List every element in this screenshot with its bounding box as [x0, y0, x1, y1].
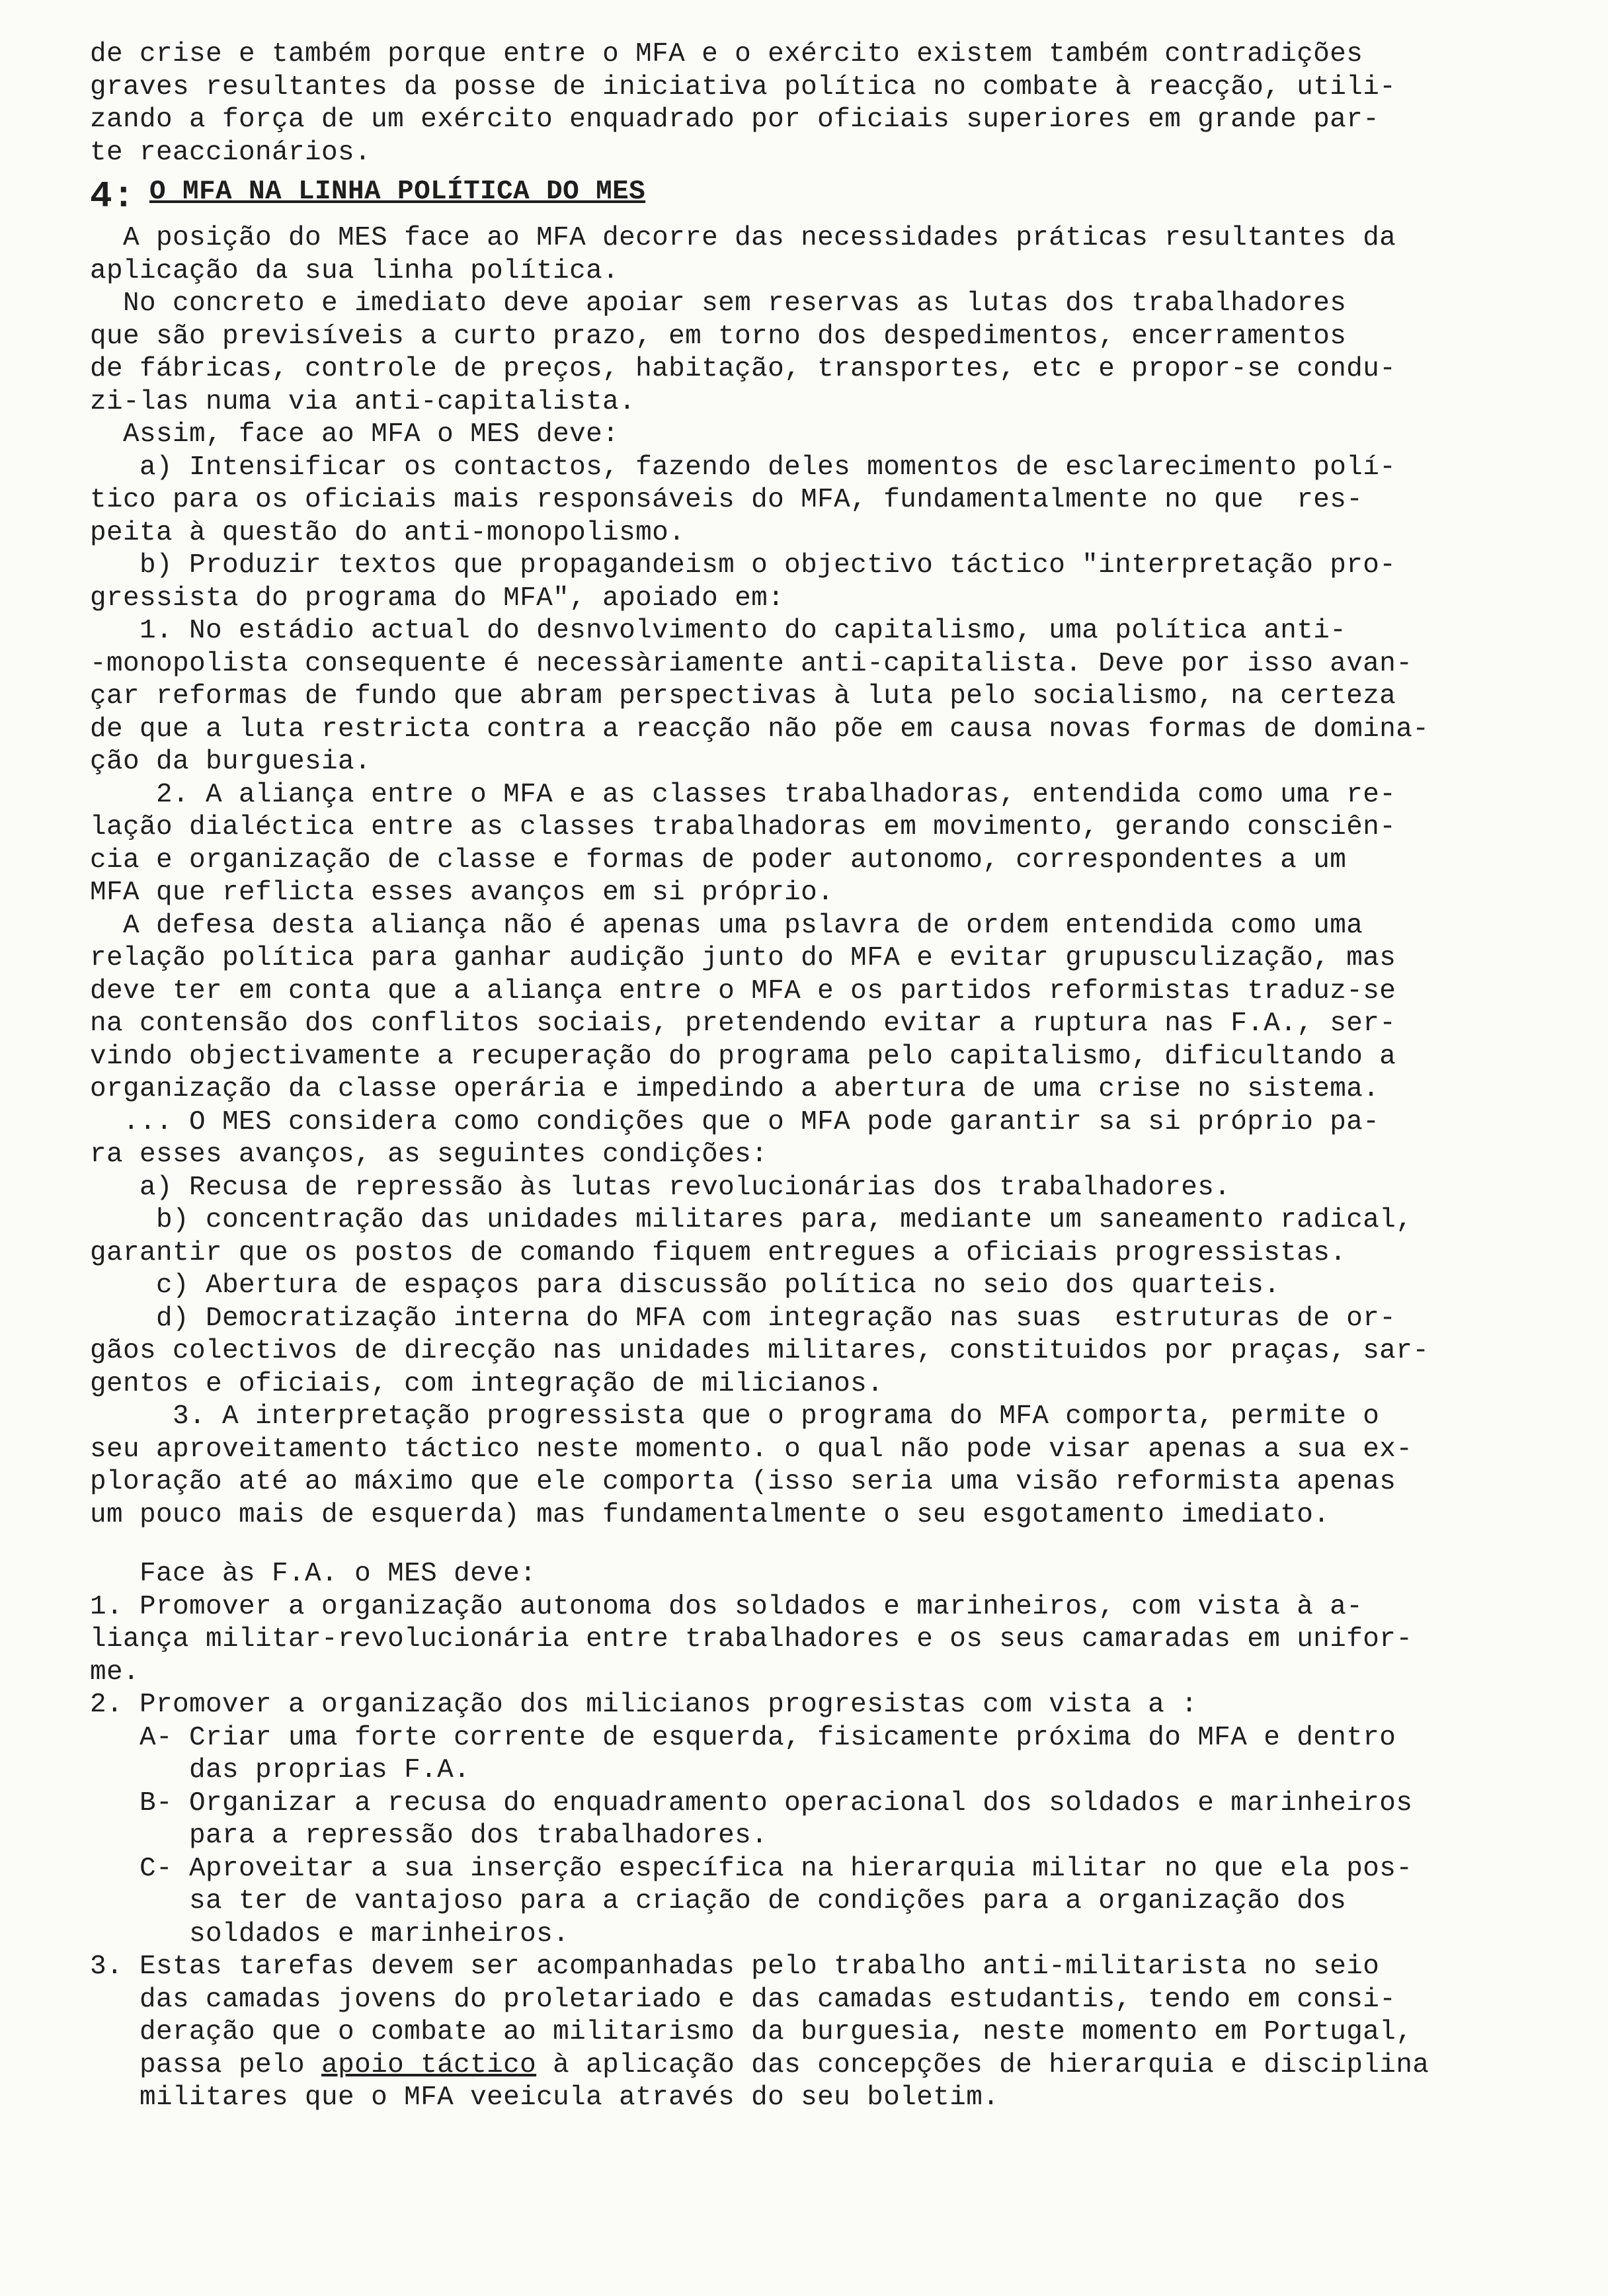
- text-line: Assim, face ao MFA o MES deve:: [90, 419, 620, 450]
- text-line: de crise e também porque entre o MFA e o exército existem também contradições: [90, 39, 1363, 69]
- text-line: 1. No estádio actual do desnvolvimento do capitalismo, uma política anti-: [90, 616, 1347, 646]
- text-line: aplicação da sua linha política.: [90, 255, 620, 286]
- text-line: das camadas jovens do proletariado e das camadas estudantis, tendo em consi-: [90, 1984, 1396, 2015]
- text-line: C- Aproveitar a sua inserção específica na hierarquia militar no que ela pos-: [90, 1853, 1413, 1884]
- text-line: para a repressão dos trabalhadores.: [90, 1821, 768, 1851]
- section-number: 4:: [90, 175, 136, 218]
- text-line: b) Produzir textos que propagandeism o objectivo táctico "interpretação pro-: [90, 550, 1396, 581]
- text-line: 3. Estas tarefas devem ser acompanhadas pelo trabalho anti-militarista no seio: [90, 1951, 1380, 1982]
- text-line: gentos e oficiais, com integração de milicianos.: [90, 1368, 884, 1399]
- text-line: b) concentração das unidades militares para, mediante um saneamento radical,: [90, 1205, 1413, 1235]
- text-line: seu aproveitamento táctico neste momento. o qual não pode visar apenas a sua ex-: [90, 1434, 1413, 1465]
- text-line: liança militar-revolucionária entre trabalhadores e os seus camaradas em unifor-: [90, 1624, 1413, 1655]
- text-line: [90, 2049, 1564, 2082]
- text-line: deração que o combate ao militarismo da burguesia, neste momento em Portugal,: [90, 2017, 1413, 2047]
- text-line: organização da classe operária e impedindo a abertura de uma crise no sistema.: [90, 1074, 1380, 1104]
- text-line: te reaccionários.: [90, 137, 372, 168]
- text-line: sa ter de vantajoso para a criação de condições para a organização dos: [90, 1886, 1347, 1916]
- text-line: 1. Promover a organização autonoma dos soldados e marinheiros, com vista à a-: [90, 1591, 1363, 1622]
- text-line: cia e organização de classe e formas de poder autonomo, correspondentes a um: [90, 844, 1347, 876]
- section-title: O MFA NA LINHA POLÍTICA DO MES: [149, 177, 646, 207]
- text-line: No concreto e imediato deve apoiar sem reservas as lutas dos trabalhadores: [90, 288, 1347, 319]
- text-line: um pouco mais de esquerda) mas fundamentalmente o seu esgotamento imediato.: [90, 1499, 1330, 1530]
- text-line: ploração até ao máximo que ele comporta (isso seria uma visão reformista apenas: [90, 1467, 1396, 1497]
- text-line-prefix: passa pelo: [90, 2049, 322, 2080]
- text-line: zi-las numa via anti-capitalista.: [90, 386, 636, 417]
- text-line: a) Recusa de repressão às lutas revolucionárias dos trabalhadores.: [90, 1172, 1231, 1203]
- document-body: [90, 38, 1564, 2115]
- intro-paragraph: [90, 38, 1564, 169]
- text-line: zando a força de um exército enquadrado por oficiais superiores em grande par-: [90, 104, 1380, 135]
- text-line: me.: [90, 1657, 140, 1688]
- fa-task-list: [90, 1591, 1564, 2049]
- text-line: deve ter em conta que a aliança entre o MFA e os partidos reformistas traduz-se: [90, 975, 1396, 1006]
- text-line: gãos colectivos de direcção nas unidades militares, constituidos por praças, sar-: [90, 1336, 1429, 1366]
- text-line: c) Abertura de espaços para discussão política no seio dos quarteis.: [90, 1270, 1281, 1301]
- text-line: A posição do MES face ao MFA decorre das necessidades práticas resultantes da: [90, 223, 1396, 253]
- text-line: que são previsíveis a curto prazo, em torno dos despedimentos, encerramentos: [90, 321, 1347, 352]
- text-line: MFA que reflicta esses avanços em si próprio.: [90, 878, 834, 908]
- text-line: ... O MES considera como condições que o MFA pode garantir sa si próprio pa-: [90, 1106, 1380, 1137]
- text-line: B- Organizar a recusa do enquadramento operacional dos soldados e marinheiros: [90, 1787, 1413, 1819]
- underlined-term: apoio táctico: [321, 2049, 537, 2080]
- text-line: 2. Promover a organização dos milicianos progresistas com vista a :: [90, 1690, 1198, 1720]
- text-line: de fábricas, controle de preços, habitação, transportes, etc e propor-se condu-: [90, 354, 1396, 384]
- text-line: -monopolista consequente é necessàriamente anti-capitalista. Deve por isso avan-: [90, 648, 1413, 679]
- text-line: militares que o MFA veeicula através do seu boletim.: [90, 2082, 1000, 2113]
- text-line-suffix: à aplicação das concepções de hierarquia e disciplina: [536, 2049, 1429, 2080]
- fa-heading: Face às F.A. o MES deve:: [90, 1559, 537, 1589]
- text-line: vindo objectivamente a recuperação do programa pelo capitalismo, dificultando a: [90, 1041, 1396, 1072]
- text-line: graves resultantes da posse de iniciativa política no combate à reacção, utili-: [90, 71, 1396, 102]
- text-line: 3. A interpretação progressista que o programa do MFA comporta, permite o: [90, 1401, 1380, 1432]
- text-line: lação dialéctica entre as classes trabalhadoras em movimento, gerando consciên-: [90, 812, 1396, 842]
- section-heading: [90, 176, 1564, 222]
- text-line: na contensão dos conflitos sociais, pretendendo evitar a ruptura nas F.A., ser-: [90, 1008, 1396, 1039]
- text-line: ção da burguesia.: [90, 747, 372, 777]
- text-line: çar reformas de fundo que abram perspectivas à luta pelo socialismo, na certeza: [90, 681, 1396, 712]
- text-line: a) Intensificar os contactos, fazendo deles momentos de esclarecimento polí-: [90, 452, 1396, 483]
- text-line: ra esses avanços, as seguintes condições:: [90, 1139, 768, 1170]
- text-line: peita à questão do anti-monopolismo.: [90, 517, 686, 548]
- text-line: tico para os oficiais mais responsáveis do MFA, fundamentalmente no que res-: [90, 485, 1363, 515]
- text-line: 2. A aliança entre o MFA e as classes trabalhadoras, entendida como uma re-: [90, 779, 1396, 810]
- text-line: soldados e marinheiros.: [90, 1918, 570, 1949]
- text-line: de que a luta restricta contra a reacção não põe em causa novas formas de domina-: [90, 714, 1429, 745]
- text-line: gressista do programa do MFA", apoiado em:: [90, 583, 785, 614]
- text-line: das proprias F.A.: [90, 1755, 471, 1785]
- text-line: garantir que os postos de comando fiquem entregues a oficiais progressistas.: [90, 1237, 1347, 1268]
- text-line: relação política para ganhar audição junto do MFA e evitar grupusculização, mas: [90, 943, 1396, 973]
- text-line: A defesa desta aliança não é apenas uma pslavra de ordem entendida como uma: [90, 910, 1363, 941]
- text-line: d) Democratização interna do MFA com integração nas suas estruturas de or-: [90, 1303, 1396, 1334]
- body-paragraphs: [90, 222, 1564, 1532]
- text-line: A- Criar uma forte corrente de esquerda, fisicamente próxima do MFA e dentro: [90, 1722, 1396, 1753]
